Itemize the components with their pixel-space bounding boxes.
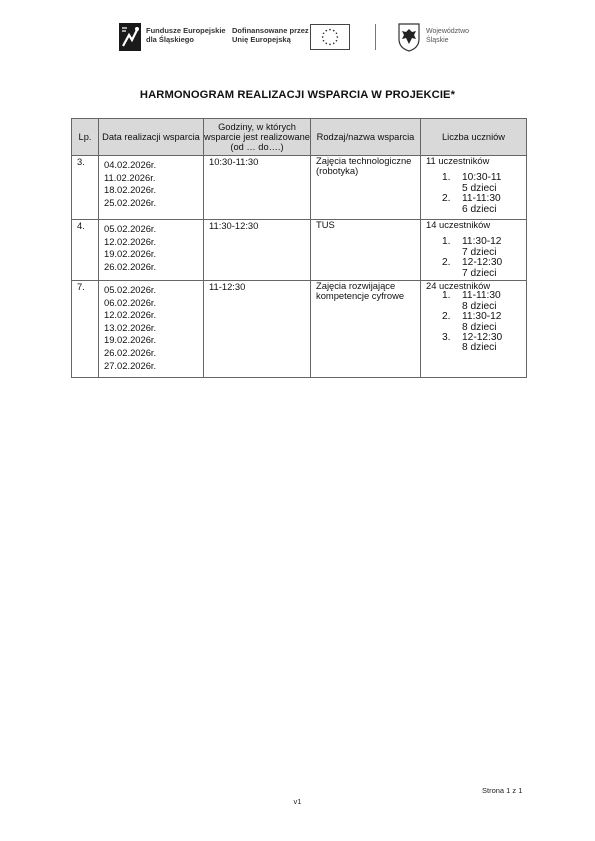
cell-dates	[99, 281, 204, 378]
eu-flag-icon	[310, 24, 350, 50]
date-item: 18.02.2026r.	[104, 184, 157, 196]
cell-lp: 3.	[72, 156, 99, 220]
group-item	[426, 333, 526, 354]
logo-sl-line2: Śląskie	[426, 36, 449, 44]
cell-dates	[99, 156, 204, 220]
group-item	[426, 258, 526, 279]
group-count: 7 dzieci	[462, 267, 497, 279]
header-dates: Data realizacji wsparcia	[99, 119, 204, 156]
table-row	[72, 281, 527, 378]
group-count: 7 dzieci	[462, 246, 497, 258]
group-time: 11:30-12	[462, 311, 502, 323]
header-logos	[118, 18, 483, 60]
group-count: 6 dzieci	[462, 203, 497, 215]
fundusze-europejskie-logo-icon	[118, 22, 142, 52]
group-time: 11-11:30	[462, 193, 501, 205]
group-number: 2.	[442, 193, 451, 205]
group-count: 8 dzieci	[462, 321, 497, 333]
participants-total: 11 uczestników	[426, 155, 490, 166]
group-item	[426, 237, 526, 258]
cell-hours: 11:30-12:30	[204, 220, 311, 281]
group-item	[426, 291, 526, 312]
cell-hours: 11-12:30	[204, 281, 311, 378]
group-number: 1.	[442, 236, 451, 248]
logo-fe-line2: dla Śląskiego	[146, 35, 194, 44]
schedule-table	[71, 118, 527, 378]
cell-participants	[421, 220, 527, 281]
cell-dates	[99, 220, 204, 281]
group-item	[426, 194, 526, 215]
date-item: 06.02.2026r.	[104, 296, 157, 308]
group-time: 11:30-12	[462, 236, 502, 248]
date-item: 19.02.2026r.	[104, 248, 157, 260]
logo-ue-line2: Unię Europejską	[232, 35, 291, 44]
header-lp: Lp.	[72, 119, 99, 156]
table-row	[72, 156, 527, 220]
logo-fundusze-europejskie	[118, 22, 230, 56]
cell-type: Zajęcia technologiczne (robotyka)	[311, 156, 421, 220]
date-item: 05.02.2026r.	[104, 223, 157, 234]
date-item: 12.02.2026r.	[104, 309, 157, 321]
cell-lp: 4.	[72, 220, 99, 281]
table-row	[72, 220, 527, 281]
cell-hours: 10:30-11:30	[204, 156, 311, 220]
logo-eu-cofinanced	[232, 22, 352, 56]
date-item: 27.02.2026r.	[104, 359, 157, 371]
header-hours: Godziny, w których wsparcie jest realizowane (od … do….)	[204, 119, 311, 156]
group-time: 12-12:30	[462, 257, 503, 269]
page-number: Strona 1 z 1	[482, 786, 523, 795]
group-list	[426, 237, 526, 279]
group-item	[426, 312, 526, 333]
date-item: 19.02.2026r.	[104, 334, 157, 346]
group-time: 11-11:30	[462, 290, 501, 302]
group-count: 5 dzieci	[462, 182, 497, 194]
group-number: 1.	[442, 172, 451, 184]
document-version: v1	[293, 797, 302, 806]
cell-type: Zajęcia rozwijające kompetencje cyfrowe	[311, 281, 421, 378]
header-participants: Liczba uczniów	[421, 119, 527, 156]
group-number: 2.	[442, 257, 451, 269]
group-number: 1.	[442, 290, 451, 302]
logo-fe-line1: Fundusze Europejskie	[146, 26, 226, 35]
group-count: 8 dzieci	[462, 342, 497, 354]
group-item	[426, 173, 526, 194]
header-type: Rodzaj/nazwa wsparcia	[311, 119, 421, 156]
participants-total: 14 uczestników	[426, 219, 491, 230]
date-item: 04.02.2026r.	[104, 159, 157, 170]
logo-wojewodztwo-slaskie	[396, 22, 486, 56]
date-item: 11.02.2026r.	[104, 171, 156, 183]
group-list	[426, 291, 526, 353]
date-item: 13.02.2026r.	[104, 321, 157, 333]
cell-participants	[421, 156, 527, 220]
cell-participants	[421, 281, 527, 378]
silesian-eagle-crest-icon	[396, 22, 422, 52]
group-time: 12-12:30	[462, 332, 503, 344]
document-title: HARMONOGRAM REALIZACJI WSPARCIA W PROJEKCIE*	[139, 89, 456, 101]
logo-separator	[375, 24, 376, 50]
group-list	[426, 173, 526, 215]
logo-sl-line1: Województwo	[426, 28, 470, 35]
group-number: 2.	[442, 311, 451, 323]
cell-type: TUS	[311, 220, 421, 281]
date-item: 05.02.2026r.	[104, 284, 157, 295]
date-item: 25.02.2026r.	[104, 196, 157, 208]
group-number: 3.	[442, 332, 451, 344]
date-item: 26.02.2026r.	[104, 346, 157, 358]
participants-total: 24 uczestników	[426, 280, 491, 291]
date-item: 12.02.2026r.	[104, 235, 157, 247]
table-header-row	[72, 119, 527, 156]
cell-lp: 7.	[72, 281, 99, 378]
group-count: 8 dzieci	[462, 300, 497, 312]
date-item: 26.02.2026r.	[104, 260, 157, 272]
logo-ue-line1: Dofinansowane przez	[232, 26, 309, 35]
group-time: 10:30-11	[462, 172, 502, 184]
